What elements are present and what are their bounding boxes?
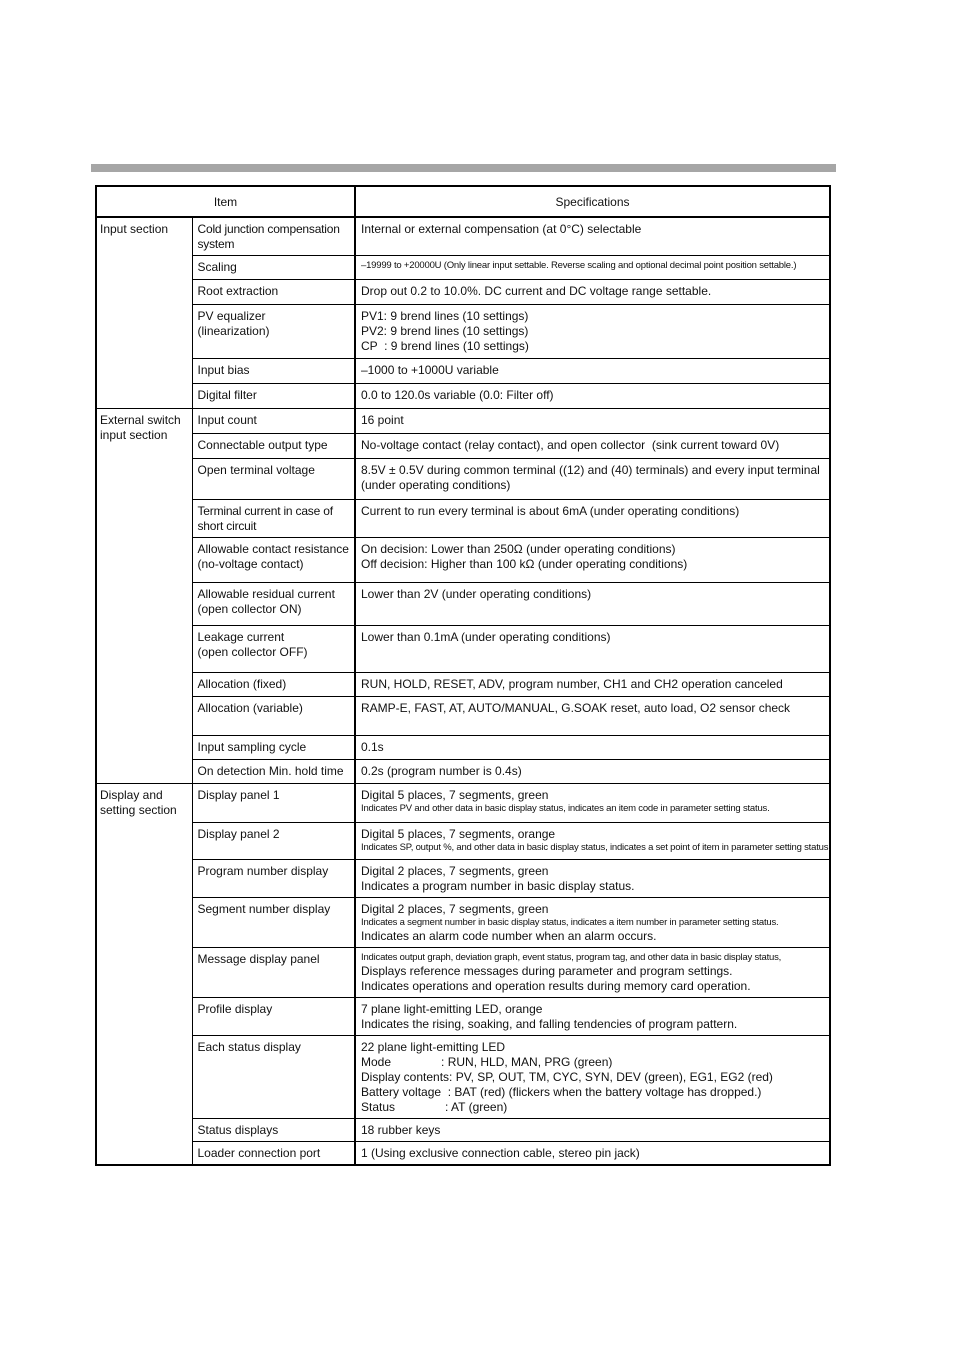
table-row	[96, 948, 830, 998]
spec-value	[355, 359, 830, 384]
spec-line: Digital 5 places, 7 segments, orange	[361, 827, 556, 841]
table-row	[96, 998, 830, 1036]
table-row	[96, 384, 830, 409]
spec-value	[355, 823, 830, 860]
table-row	[96, 305, 830, 359]
spec-value	[355, 673, 830, 697]
spec-line: No-voltage contact (relay contact), and open collector (sink current toward 0V)	[361, 438, 780, 452]
table-row	[96, 409, 830, 434]
spec-line: 22 plane light-emitting LED	[361, 1040, 506, 1054]
spec-line: 0.2s (program number is 0.4s)	[361, 764, 522, 778]
spec-line: –1000 to +1000U variable	[361, 363, 499, 377]
table-row	[96, 583, 830, 626]
item-name: Digital filter	[192, 384, 355, 409]
header-specifications: Specifications	[355, 186, 830, 217]
table-row	[96, 1142, 830, 1166]
table-header-row	[96, 186, 830, 217]
spec-value	[355, 384, 830, 409]
spec-line: Displays reference messages during parameter and program settings.	[361, 964, 733, 978]
spec-value	[355, 1036, 830, 1119]
item-name: Allocation (variable)	[192, 697, 355, 736]
spec-line: Lower than 0.1mA (under operating conditions)	[361, 630, 611, 644]
table-row	[96, 1036, 830, 1119]
spec-value	[355, 948, 830, 998]
spec-line: Indicates a segment number in basic display status, indicates a item number in parameter setting status.	[361, 917, 779, 928]
item-name: Each status display	[192, 1036, 355, 1119]
spec-line: 0.0 to 120.0s variable (0.0: Filter off)	[361, 388, 554, 402]
item-name: Message display panel	[192, 948, 355, 998]
item-name: Segment number display	[192, 898, 355, 948]
spec-value	[355, 697, 830, 736]
spec-line: Display contents: PV, SP, OUT, TM, CYC, SYN, DEV (green), EG1, EG2 (red)	[361, 1070, 773, 1084]
spec-value	[355, 434, 830, 459]
spec-line: Current to run every terminal is about 6mA (under operating conditions)	[361, 504, 740, 518]
item-name: Program number display	[192, 860, 355, 898]
spec-line: Digital 5 places, 7 segments, green	[361, 788, 549, 802]
spec-line: Off decision: Higher than 100 kΩ (under operating conditions)	[361, 557, 688, 571]
spec-line: Indicates operations and operation results during memory card operation.	[361, 979, 751, 993]
section-name: Display and setting section	[96, 784, 192, 1166]
item-name: Profile display	[192, 998, 355, 1036]
spec-line: 7 plane light-emitting LED, orange	[361, 1002, 543, 1016]
spec-line: PV2: 9 brend lines (10 settings)	[361, 324, 529, 338]
item-name: Open terminal voltage	[192, 459, 355, 500]
spec-line: Digital 2 places, 7 segments, green	[361, 864, 549, 878]
top-rule	[91, 164, 836, 172]
spec-value	[355, 256, 830, 280]
item-name: Allocation (fixed)	[192, 673, 355, 697]
spec-table	[95, 185, 831, 1166]
spec-value	[355, 760, 830, 784]
spec-line: Drop out 0.2 to 10.0%. DC current and DC voltage range settable.	[361, 284, 712, 298]
table-row	[96, 736, 830, 760]
item-name: Allowable contact resistance (no-voltage contact)	[192, 538, 355, 583]
spec-value	[355, 305, 830, 359]
table-row	[96, 898, 830, 948]
table-row	[96, 626, 830, 673]
table-row	[96, 459, 830, 500]
table-row	[96, 1119, 830, 1142]
item-name: PV equalizer (linearization)	[192, 305, 355, 359]
spec-value	[355, 217, 830, 256]
spec-line: 18 rubber keys	[361, 1123, 441, 1137]
item-name: Input sampling cycle	[192, 736, 355, 760]
spec-line: 1 (Using exclusive connection cable, stereo pin jack)	[361, 1146, 640, 1160]
item-name: Display panel 2	[192, 823, 355, 860]
spec-value	[355, 280, 830, 305]
table-row	[96, 256, 830, 280]
item-name: Input count	[192, 409, 355, 434]
spec-line: 16 point	[361, 413, 404, 427]
item-name: Terminal current in case of short circuit	[192, 500, 355, 538]
table-row	[96, 434, 830, 459]
spec-line: Mode : RUN, HLD, MAN, PRG (green)	[361, 1055, 613, 1069]
spec-line: Indicates SP, output %, and other data in basic display status, indicates a set point of item in parameter setting status.	[361, 842, 831, 853]
spec-line: RUN, HOLD, RESET, ADV, program number, CH1 and CH2 operation canceled	[361, 677, 783, 691]
table-row	[96, 784, 830, 823]
spec-value	[355, 459, 830, 500]
spec-line: RAMP-E, FAST, AT, AUTO/MANUAL, G.SOAK reset, auto load, O2 sensor check	[361, 701, 791, 715]
item-name: On detection Min. hold time	[192, 760, 355, 784]
spec-line: Indicates a program number in basic display status.	[361, 879, 635, 893]
spec-line: Indicates PV and other data in basic display status, indicates an item code in parameter setting status.	[361, 803, 770, 814]
table-row	[96, 823, 830, 860]
table-row	[96, 538, 830, 583]
spec-value	[355, 898, 830, 948]
section-name: External switch input section	[96, 409, 192, 784]
item-name: Loader connection port	[192, 1142, 355, 1166]
spec-line: Indicates the rising, soaking, and falling tendencies of program pattern.	[361, 1017, 738, 1031]
spec-value	[355, 998, 830, 1036]
table-row	[96, 280, 830, 305]
section-name: Input section	[96, 217, 192, 409]
item-name: Status displays	[192, 1119, 355, 1142]
item-name: Leakage current (open collector OFF)	[192, 626, 355, 673]
item-name: Display panel 1	[192, 784, 355, 823]
spec-value	[355, 784, 830, 823]
spec-value	[355, 626, 830, 673]
item-name: Scaling	[192, 256, 355, 280]
item-name: Connectable output type	[192, 434, 355, 459]
spec-line: Internal or external compensation (at 0°C) selectable	[361, 222, 642, 236]
header-item: Item	[96, 186, 355, 217]
spec-line: 8.5V ± 0.5V during common terminal ((12) and (40) terminals) and every input terminal (under operating conditions)	[361, 463, 820, 492]
spec-value	[355, 1142, 830, 1166]
spec-line: Lower than 2V (under operating conditions)	[361, 587, 592, 601]
spec-value	[355, 583, 830, 626]
table-row	[96, 860, 830, 898]
spec-value	[355, 500, 830, 538]
spec-value	[355, 538, 830, 583]
spec-value	[355, 736, 830, 760]
item-name: Allowable residual current (open collector ON)	[192, 583, 355, 626]
spec-line: On decision: Lower than 250Ω (under operating conditions)	[361, 542, 676, 556]
spec-line: Digital 2 places, 7 segments, green	[361, 902, 549, 916]
spec-line: PV1: 9 brend lines (10 settings)	[361, 309, 529, 323]
spec-line: CP : 9 brend lines (10 settings)	[361, 339, 529, 353]
spec-line: Indicates an alarm code number when an alarm occurs.	[361, 929, 657, 943]
spec-line: Battery voltage : BAT (red) (flickers when the battery voltage has dropped.)	[361, 1085, 762, 1099]
table-row	[96, 760, 830, 784]
spec-value	[355, 860, 830, 898]
spec-value	[355, 1119, 830, 1142]
item-name: Cold junction compensation system	[192, 217, 355, 256]
spec-line: Status : AT (green)	[361, 1100, 508, 1114]
table-row	[96, 673, 830, 697]
table-row	[96, 217, 830, 256]
table-row	[96, 359, 830, 384]
table-row	[96, 697, 830, 736]
item-name: Root extraction	[192, 280, 355, 305]
spec-line: 0.1s	[361, 740, 384, 754]
spec-value	[355, 409, 830, 434]
table-row	[96, 500, 830, 538]
spec-line: Indicates output graph, deviation graph, event status, program tag, and other data in basic display status,	[361, 952, 782, 963]
item-name: Input bias	[192, 359, 355, 384]
spec-line: –19999 to +20000U (Only linear input settable. Reverse scaling and optional decimal point position settable.)	[361, 260, 797, 271]
